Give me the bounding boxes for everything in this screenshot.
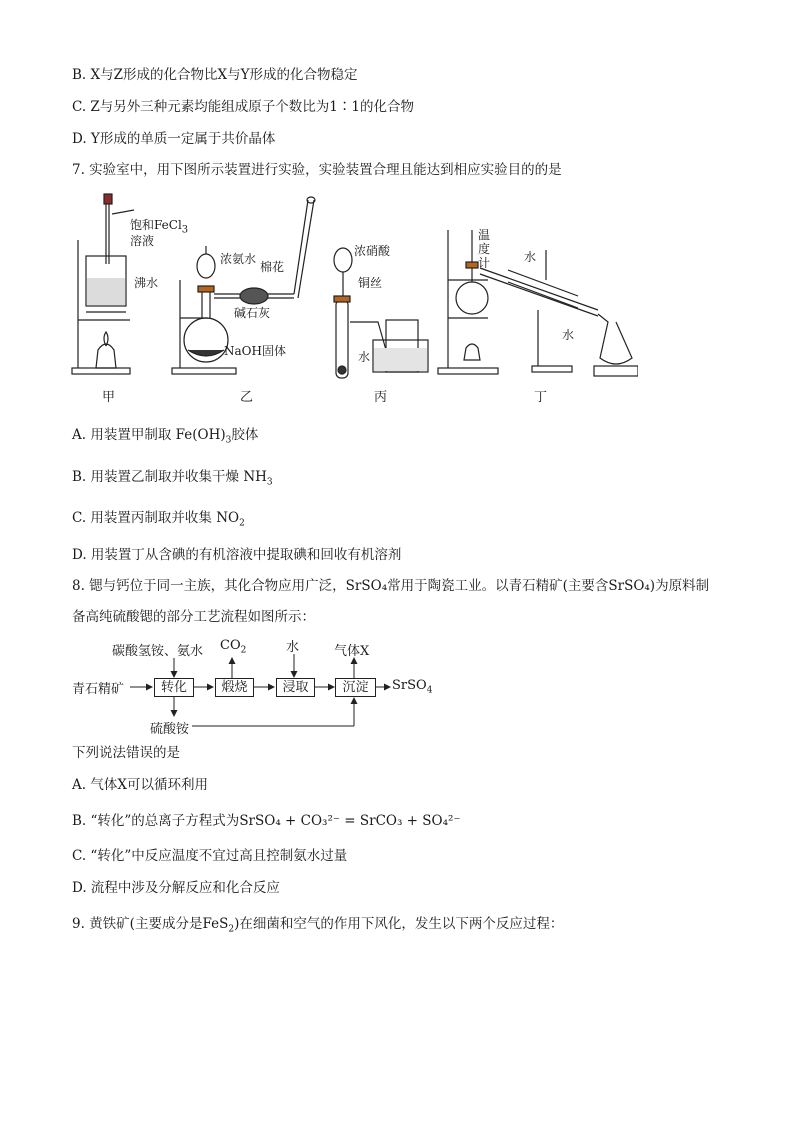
flow-water: 水: [286, 640, 300, 655]
yi-label-soda-lime: 碱石灰: [234, 306, 271, 320]
flow-co2: $CO_2$: [220, 638, 247, 656]
flow-ammonium-sulfate: 硫酸铵: [150, 722, 190, 737]
jia-label-solution: 溶液: [130, 234, 155, 248]
ding-label-du: 度: [478, 242, 491, 256]
q8-option-c: C. “转化”中反应温度不宜过高且控制氨水过量: [72, 848, 348, 864]
q6-option-d: D. Y形成的单质一定属于共价晶体: [72, 131, 276, 147]
flow-box-conversion: 转化: [154, 678, 194, 697]
q7-option-c: C. 用装置丙制取并收集 $NO_2$: [72, 510, 245, 529]
yi-label-cotton: 棉花: [260, 260, 285, 274]
q9-stem: 9. 黄铁矿(主要成分是FeS$_2$)在细菌和空气的作用下风化，发生以下两个反应过程：: [72, 916, 564, 935]
ding-label-water-out: 水: [524, 250, 537, 264]
yi-label-ammonia: 浓氨水: [220, 252, 257, 266]
caption-jia: 甲: [102, 390, 116, 405]
flow-input-ore: 青石精矿: [72, 682, 125, 697]
flow-box-calcination: 煅烧: [215, 678, 254, 697]
jia-label-fecl3: 饱和FeCl$_3$: [130, 218, 189, 236]
q7-option-b: B. 用装置乙制取并收集干燥 $NH_3$: [72, 469, 273, 488]
ding-label-wen: 温: [478, 228, 491, 242]
q8-option-d: D. 流程中涉及分解反应和化合反应: [72, 880, 280, 896]
q6-option-c: C. Z与另外三种元素均能组成原子个数比为1∶1的化合物: [72, 99, 414, 115]
q8-process-flowchart: [72, 636, 472, 736]
jia-label-boiling-water: 沸水: [134, 276, 159, 290]
bing-label-water: 水: [358, 350, 371, 364]
flow-reagent-bicarbonate: 碳酸氢铵、氨水: [112, 644, 204, 659]
flow-box-precipitation: 沉淀: [335, 678, 376, 697]
q8-option-b: B. “转化”的总离子方程式为SrSO₄ + CO₃²⁻ = SrCO₃ + SO₄²⁻: [72, 813, 461, 829]
q8-stem-line1: 8. 锶与钙位于同一主族，其化合物应用广泛，SrSO₄常用于陶瓷工业。以青石精矿(主要含SrSO₄)为原料制: [72, 578, 710, 594]
bing-label-copper-wire: 铜丝: [358, 276, 383, 290]
q7-option-a: A. 用装置甲制取 $Fe(OH)_3$胶体: [72, 427, 259, 446]
q7-apparatus-figure: [68, 190, 638, 410]
q7-stem: 7. 实验室中，用下图所示装置进行实验，实验装置合理且能达到相应实验目的的是: [72, 162, 562, 178]
bing-label-nitric-acid: 浓硝酸: [354, 244, 391, 258]
caption-ding: 丁: [534, 390, 548, 405]
yi-label-naoh: NaOH固体: [224, 344, 286, 358]
ding-label-water-in: 水: [562, 328, 575, 342]
flow-box-leaching: 浸取: [276, 678, 315, 697]
ding-label-ji: 计: [478, 256, 491, 270]
caption-bing: 丙: [374, 390, 388, 405]
q8-stem-line2: 备高纯硫酸锶的部分工艺流程如图所示：: [72, 609, 315, 625]
q6-option-b: B. X与Z形成的化合物比X与Y形成的化合物稳定: [72, 67, 358, 83]
ionic-equation: SrSO₄ + CO₃²⁻ = SrCO₃ + SO₄²⁻: [239, 813, 461, 829]
caption-yi: 乙: [240, 390, 254, 405]
flow-product-srso4: SrSO$_4$: [392, 678, 433, 696]
q7-option-d: D. 用装置丁从含碘的有机溶液中提取碘和回收有机溶剂: [72, 547, 402, 563]
q8-option-a: A. 气体X可以循环利用: [72, 777, 208, 793]
flow-gas-x: 气体X: [334, 644, 370, 659]
q8-ask: 下列说法错误的是: [72, 745, 180, 761]
